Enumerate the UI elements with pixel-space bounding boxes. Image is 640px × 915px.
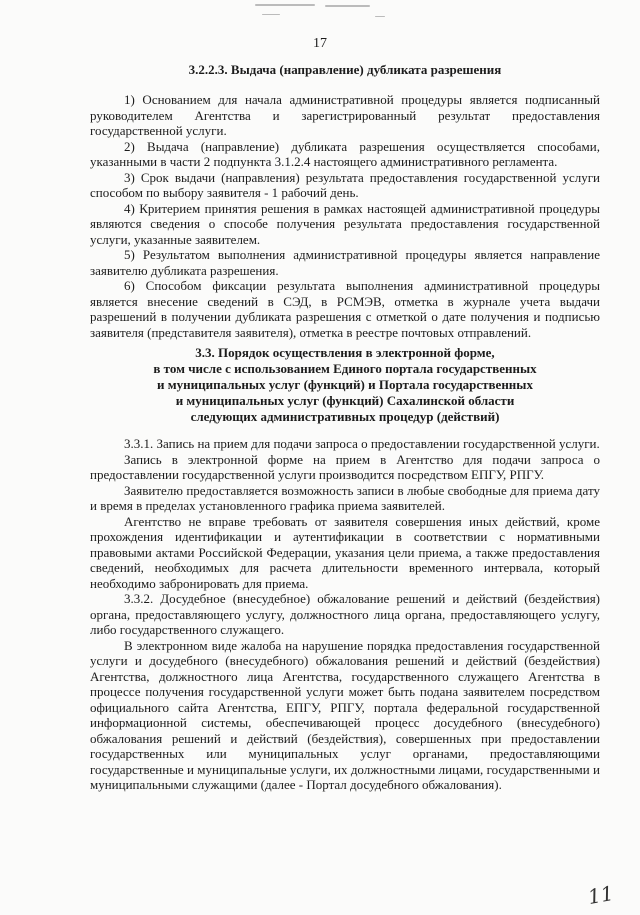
scan-noise xyxy=(375,16,385,17)
paragraph: 1) Основанием для начала административной процедуры является подписанный руководителем Агентства и зарегистрированный результат предоставления государственной услуги. xyxy=(90,92,600,138)
paragraph: 3.3.1. Запись на прием для подачи запроса о предоставлении государственной услуги. xyxy=(124,436,600,451)
scan-noise xyxy=(262,14,280,15)
paragraph: 2) Выдача (направление) дубликата разрешения осуществляется способами, указанными в части 2 подпункта 3.1.2.4 настоящего административного регламента. xyxy=(90,138,600,169)
paragraph: Запись в электронной форме на прием в Агентство для подачи запроса о предоставлении государственной услуги производится посредством ЕПГУ, РПГУ. xyxy=(90,451,600,482)
paragraph: Агентство не вправе требовать от заявителя совершения иных действий, кроме прохождения идентификации и аутентификации в соответствии с нормативными правовыми актами Российской Федерации, указания цели приема, а также предоставления сведений, необходимых для расчета длительности временного интервала, который необходимо забронировать для приема. xyxy=(90,513,600,591)
section-heading-3-2-2-3: 3.2.2.3. Выдача (направление) дубликата разрешения xyxy=(188,62,502,77)
paragraph: 3.3.2. Досудебное (внесудебное) обжалование решений и действий (бездействия) органа, предоставляющего услугу, должностного лица органа, предоставляющего услугу, либо государственного служащего. xyxy=(90,591,600,637)
section-body-3-2-2-3 xyxy=(90,92,600,340)
handwritten-page-mark: 11 xyxy=(586,880,616,910)
section-body-3-3 xyxy=(90,436,600,793)
page-number: 17 xyxy=(313,36,327,51)
paragraph: 6) Способом фиксации результата выполнения административной процедуры является внесение сведений в СЭД, в РСМЭВ, отметка в журнале учета выдачи разрешений в получении дубликата разрешения с отметкой о дате получения и подписью заявителя (представителя заявителя), отметка в реестре почтовых отправлений. xyxy=(90,278,600,340)
paragraph: Заявителю предоставляется возможность записи в любые свободные для приема дату и время в пределах установленного графика приема заявителей. xyxy=(90,482,600,513)
paragraph: 4) Критерием принятия решения в рамках настоящей административной процедуры являются сведения о способе получения результата предоставления государственной услуги, указанные заявителем. xyxy=(90,200,600,247)
paragraph: 3) Срок выдачи (направления) результата предоставления государственной услуги способом по выбору заявителя - 1 рабочий день. xyxy=(90,169,600,200)
paragraph: В электронном виде жалоба на нарушение порядка предоставления государственной услуги и досудебного (внесудебного) обжалования решений и действий (бездействия) Агентства, должностного лица Агентства, государственного служащего Агентства в процессе получения государственной услуги может быть подана заявителем посредством официального сайта Агентства, ЕПГУ, РПГУ, портала федеральной государственной информационной системы, обеспечивающей процесс досудебного (внесудебного) обжалования решений и действий (бездействия), совершенных при предоставлении государственных или муниципальных услуг органами, предоставляющими государственные и муниципальные услуги, их должностными лицами, государственными и муниципальными служащими (далее - Портал досудебного обжалования). xyxy=(90,637,600,792)
section-heading-3-3: 3.3. Порядок осуществления в электронной форме, в том числе с использованием Единого портала государственных и муниципальных услуг (функций) и Портала государственных и муниципальных услуг (функций) Сахалинской области следующих административных процедур (действий) xyxy=(153,345,537,424)
scan-noise xyxy=(255,4,315,6)
paragraph: 5) Результатом выполнения административной процедуры является направление заявителю дубликата разрешения. xyxy=(90,247,600,278)
scan-noise xyxy=(325,5,370,7)
